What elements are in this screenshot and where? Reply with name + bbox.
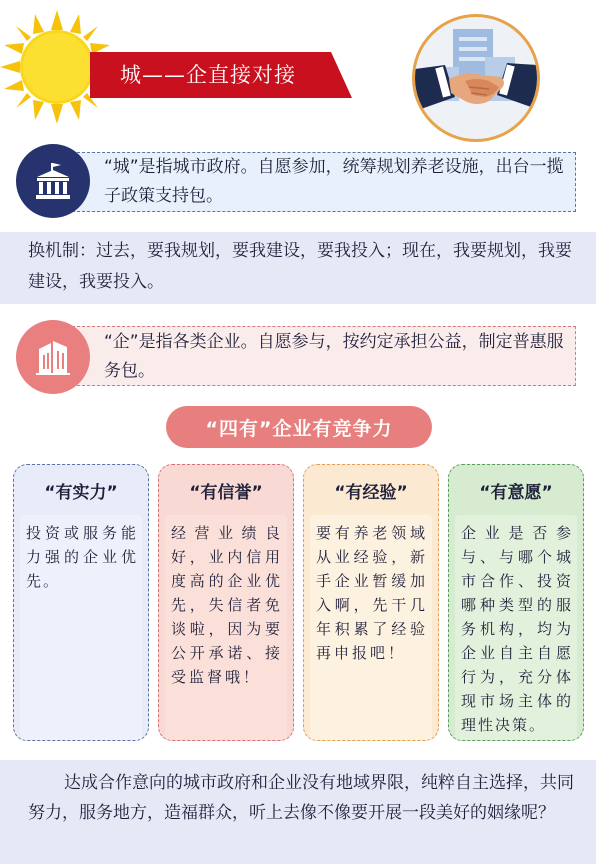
section-title: “四有”企业有竞争力 — [166, 406, 432, 448]
card-text: 企业是否参与、与哪个城市合作、投资哪种类型的服务机构，均为企业自主自愿行为，充分体现市场主体的理性决策。 — [461, 524, 573, 734]
government-building-icon — [16, 144, 90, 218]
card-title: “有意愿” — [479, 482, 553, 503]
banner-title: 城——企直接对接 — [120, 63, 296, 87]
card-body — [455, 515, 577, 740]
cheng-text: “城”是指城市政府。自愿参加，统筹规划养老设施，出台一揽子政策支持包。 — [104, 157, 564, 206]
handshake-icon — [412, 14, 540, 142]
card-body — [310, 515, 432, 740]
card-title: “有信誉” — [189, 482, 263, 503]
card-title: “有经验” — [334, 482, 408, 503]
card-body — [20, 515, 142, 740]
card-strength — [13, 464, 149, 741]
mechanism-text: 换机制：过去，要我规划，要我建设，要我投入；现在，我要规划，我要建设，我要投入。 — [28, 241, 572, 292]
card-experience — [303, 464, 439, 741]
card-title: “有实力” — [44, 482, 118, 503]
office-building-icon — [16, 320, 90, 394]
card-text: 投资或服务能力强的企业优先。 — [26, 524, 138, 590]
card-text: 要有养老领域从业经验，新手企业暂缓加入啊，先干几年积累了经验再申报吧！ — [316, 524, 428, 662]
card-reputation — [158, 464, 294, 741]
footer-text: 达成合作意向的城市政府和企业没有地域界限，纯粹自主选择，共同努力，服务地方，造福群众，听上去像不像要开展一段美好的姻缘呢？ — [28, 773, 574, 823]
card-willingness — [448, 464, 584, 741]
card-text: 经营业绩良好，业内信用度高的企业优先，失信者免谈啦，因为要公开承诺、接受监督哦！ — [171, 524, 283, 686]
qi-text: “企”是指各类企业。自愿参与，按约定承担公益，制定普惠服务包。 — [104, 332, 564, 381]
card-body — [165, 515, 287, 740]
